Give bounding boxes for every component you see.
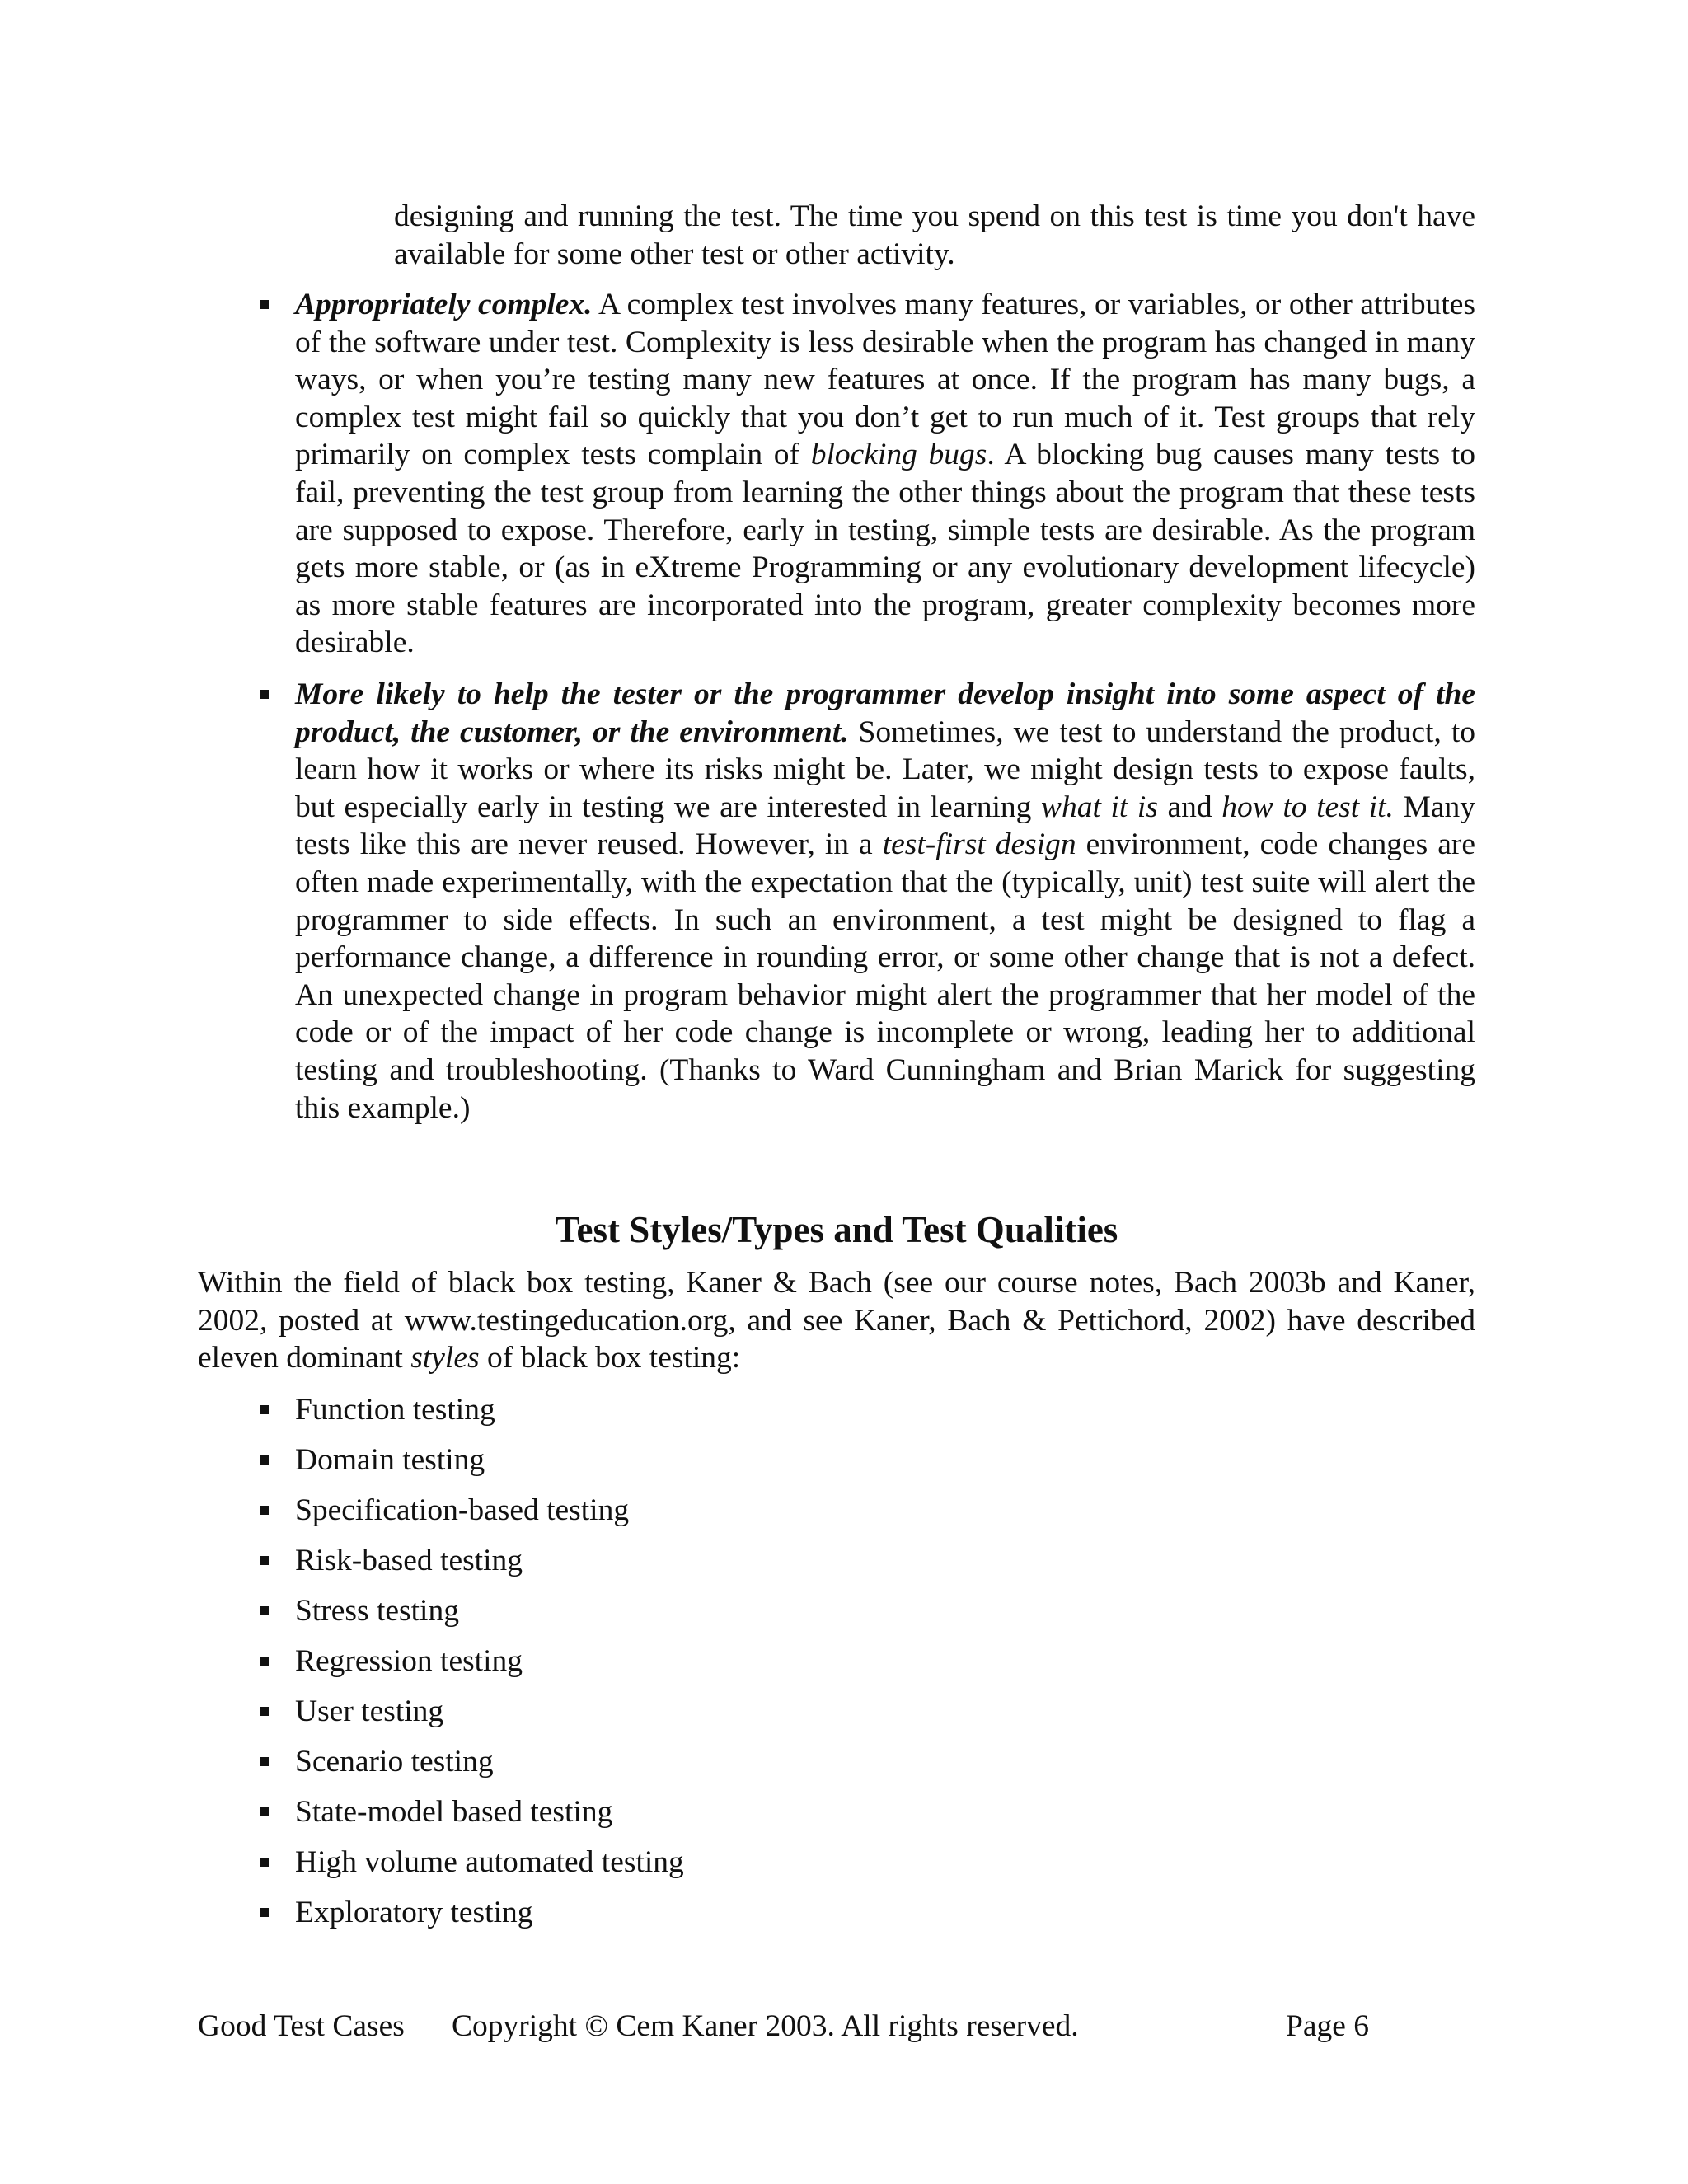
bullet-text: environment, code changes are often made experimentally, with the expectation that the (typically, unit) test suite will alert the programmer to side effects. In such an environment, a test might be designed to flag a performance change, a difference in rounding error, or some other change that is not a defect. An unexpected change in program behavior might alert the programmer that her model of the code or of the impact of her code change is incomplete or wrong, leading her to additional testing and troubleshooting. (Thanks to Ward Cunningham and Brian Marick for suggesting this example.) xyxy=(295,827,1475,1125)
bullet-square-icon xyxy=(260,1657,269,1666)
bullet-text: and xyxy=(1157,790,1222,824)
bullet-square-icon xyxy=(260,1858,269,1867)
bullet-paragraph xyxy=(295,286,1475,662)
bullet-square-icon xyxy=(260,1455,269,1465)
bullet-insight xyxy=(295,676,1475,1127)
list-item: Function testing xyxy=(295,1391,495,1428)
bullet-square-icon xyxy=(260,300,269,309)
bullet-italic: test-first design xyxy=(882,827,1076,862)
intro-text: Within the field of black box testing, Kaner & Bach (see our course notes, Bach 2003b and Kaner, 2002, posted at www.testingeducation.org, and see Kaner, Bach & Pettichord, 2002) have described eleven dominant xyxy=(198,1266,1475,1376)
bullet-square-icon xyxy=(260,1506,269,1515)
bullet-italic: what it is xyxy=(1041,790,1158,824)
list-item: Scenario testing xyxy=(295,1743,494,1780)
bullet-italic: blocking bugs xyxy=(810,438,987,472)
bullet-appropriately-complex xyxy=(295,286,1475,662)
footer-page-number: Page 6 xyxy=(1286,2009,1370,2043)
list-item: State-model based testing xyxy=(295,1793,612,1830)
list-item: Domain testing xyxy=(295,1441,485,1479)
footer-copyright: Copyright © Cem Kaner 2003. All rights reserved. xyxy=(452,2009,1079,2043)
bullet-square-icon xyxy=(260,1757,269,1766)
bullet-square-icon xyxy=(260,690,269,699)
continuation-paragraph: designing and running the test. The time you spend on this test is time you don't have available for some other test or other activity. xyxy=(394,199,1475,271)
bullet-square-icon xyxy=(260,1405,269,1414)
intro-text: of black box testing: xyxy=(479,1341,741,1376)
list-item: Regression testing xyxy=(295,1643,523,1680)
bullet-lead: More likely to help the tester or the programmer develop insight into some aspect of the product, the customer, or the environment. xyxy=(295,677,1475,749)
list-item: High volume automated testing xyxy=(295,1844,684,1881)
intro-paragraph xyxy=(198,1264,1475,1377)
bullet-lead: Appropriately complex. xyxy=(295,288,593,321)
bullet-italic: how to test it. xyxy=(1221,790,1394,824)
list-item: Risk-based testing xyxy=(295,1542,523,1579)
bullet-text: . A blocking bug causes many tests to fail, preventing the test group from learning the other things about the program that these tests are supposed to expose. Therefore, early in testing, simple tests are desirable. As the program gets more stable, or (as in eXtreme Programming or any evolutionary development lifecycle) as more stable features are incorporated into the program, greater complexity becomes more desirable. xyxy=(295,438,1475,660)
section-heading: Test Styles/Types and Test Qualities xyxy=(555,1209,1118,1250)
bullet-text: A complex test involves many features, or variables, or other attributes of the software under test. Complexity is less desirable when the program has changed in many ways, or when you’re testing many new features at once. If the program has many bugs, a complex test might fail so quickly that you don’t get to run much of it. Test groups that rely primarily on complex tests complain of xyxy=(295,288,1475,472)
list-item: Specification-based testing xyxy=(295,1492,629,1529)
bullet-text: Sometimes, we test to understand the product, to learn how it works or where its risks might be. Later, we might design tests to expose faults, but especially early in testing we are interested in learning xyxy=(295,715,1475,824)
bullet-square-icon xyxy=(260,1707,269,1716)
bullet-square-icon xyxy=(260,1606,269,1615)
footer-title: Good Test Cases xyxy=(198,2009,405,2043)
list-item: Exploratory testing xyxy=(295,1894,532,1931)
list-item: User testing xyxy=(295,1693,443,1730)
bullet-paragraph xyxy=(295,676,1475,1127)
bullet-square-icon xyxy=(260,1807,269,1816)
bullet-square-icon xyxy=(260,1908,269,1917)
intro-italic: styles xyxy=(410,1341,480,1376)
bullet-text: Many tests like this are never reused. However, in a xyxy=(295,790,1475,862)
list-item: Stress testing xyxy=(295,1592,459,1629)
bullet-square-icon xyxy=(260,1556,269,1565)
